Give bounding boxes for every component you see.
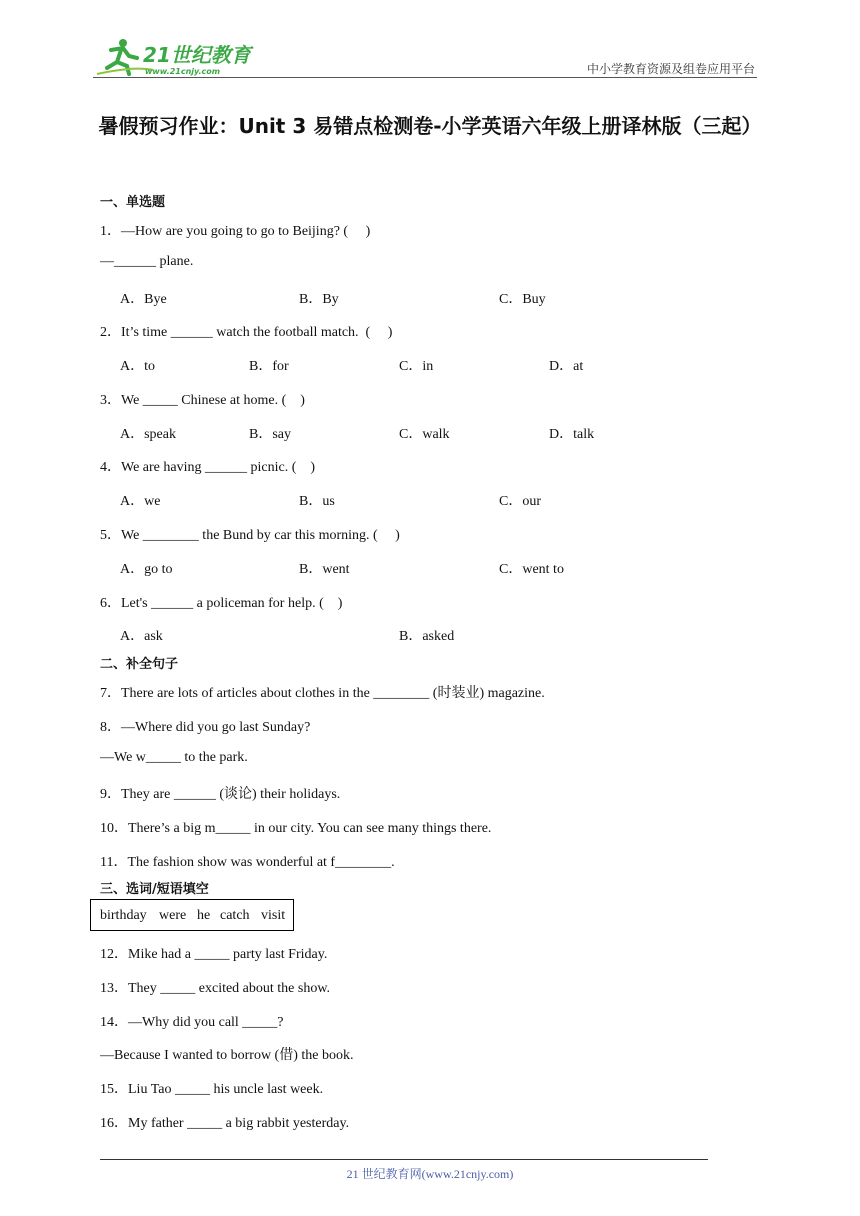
question-6: 6．Let's ______ a policeman for help. ( )	[100, 596, 343, 611]
question-1: 1．—How are you going to go to Beijing? ( )	[100, 224, 371, 239]
q6-option-a: A．ask	[120, 629, 163, 644]
header-platform-text: 中小学教育资源及组卷应用平台	[586, 62, 755, 76]
q5-option-c: C．went to	[499, 562, 564, 577]
question-1-reply: —______ plane.	[100, 254, 194, 269]
question-8: 8．—Where did you go last Sunday?	[100, 720, 311, 735]
q3-option-b: B．say	[249, 427, 291, 442]
q4-option-a: A．we	[120, 494, 161, 509]
q2-option-a: A．to	[120, 359, 155, 374]
question-16: 16．My father _____ a big rabbit yesterday.	[100, 1116, 350, 1131]
section-single-choice: 一、单选题	[100, 195, 166, 210]
q5-option-a: A．go to	[120, 562, 173, 577]
question-14-reply: —Because I wanted to borrow (借) the book.	[100, 1048, 354, 1063]
section-complete-sentences: 二、补全句子	[100, 657, 179, 672]
q2-option-b: B．for	[249, 359, 289, 374]
footer-text: 21 世纪教育网(www.21cnjy.com)	[346, 1167, 514, 1181]
question-13: 13．They _____ excited about the show.	[100, 981, 331, 996]
q1-option-a: A．Bye	[120, 292, 167, 307]
question-14: 14．—Why did you call _____?	[100, 1015, 284, 1030]
word-bank-box	[90, 899, 294, 931]
question-9: 9．They are ______ (谈论) their holidays.	[100, 787, 341, 802]
question-4: 4．We are having ______ picnic. ( )	[100, 460, 316, 475]
header-divider	[93, 77, 757, 78]
word-bank-item: he	[197, 908, 211, 923]
question-10: 10．There’s a big m_____ in our city. You can see many things there.	[100, 821, 492, 836]
question-11: 11．The fashion show was wonderful at f________.	[100, 855, 395, 870]
page-title: 暑假预习作业：Unit 3 易错点检测卷-小学英语六年级上册译林版（三起）	[98, 114, 762, 138]
section-word-fill: 三、选词/短语填空	[100, 882, 209, 897]
q1-option-b: B．By	[299, 292, 339, 307]
question-7: 7．There are lots of articles about clothes in the ________ (时装业) magazine.	[100, 686, 545, 701]
logo-text: 21世纪教育	[143, 43, 251, 67]
word-bank-item: catch	[220, 908, 250, 923]
q4-option-b: B．us	[299, 494, 335, 509]
question-2: 2．It’s time ______ watch the football match. ( )	[100, 325, 393, 340]
q3-option-c: C．walk	[399, 427, 450, 442]
q6-option-b: B．asked	[399, 629, 455, 644]
q4-option-c: C．our	[499, 494, 541, 509]
question-8-reply: —We w_____ to the park.	[100, 750, 248, 765]
q2-option-d: D．at	[549, 359, 584, 374]
q3-option-d: D．talk	[549, 427, 595, 442]
q1-option-c: C．Buy	[499, 292, 546, 307]
question-12: 12．Mike had a _____ party last Friday.	[100, 947, 328, 962]
q2-option-c: C．in	[399, 359, 434, 374]
logo-url: www.21cnjy.com	[145, 67, 221, 76]
footer-divider	[100, 1159, 708, 1160]
word-bank-item: visit	[261, 908, 286, 923]
q5-option-b: B．went	[299, 562, 350, 577]
question-5: 5．We ________ the Bund by car this morning. ( )	[100, 528, 400, 543]
word-bank-item: were	[159, 908, 187, 923]
question-3: 3．We _____ Chinese at home. ( )	[100, 393, 305, 408]
page-header	[93, 36, 757, 78]
q3-option-a: A．speak	[120, 427, 176, 442]
site-logo	[93, 36, 263, 78]
word-bank-item: birthday	[100, 908, 147, 923]
question-15: 15．Liu Tao _____ his uncle last week.	[100, 1082, 324, 1097]
